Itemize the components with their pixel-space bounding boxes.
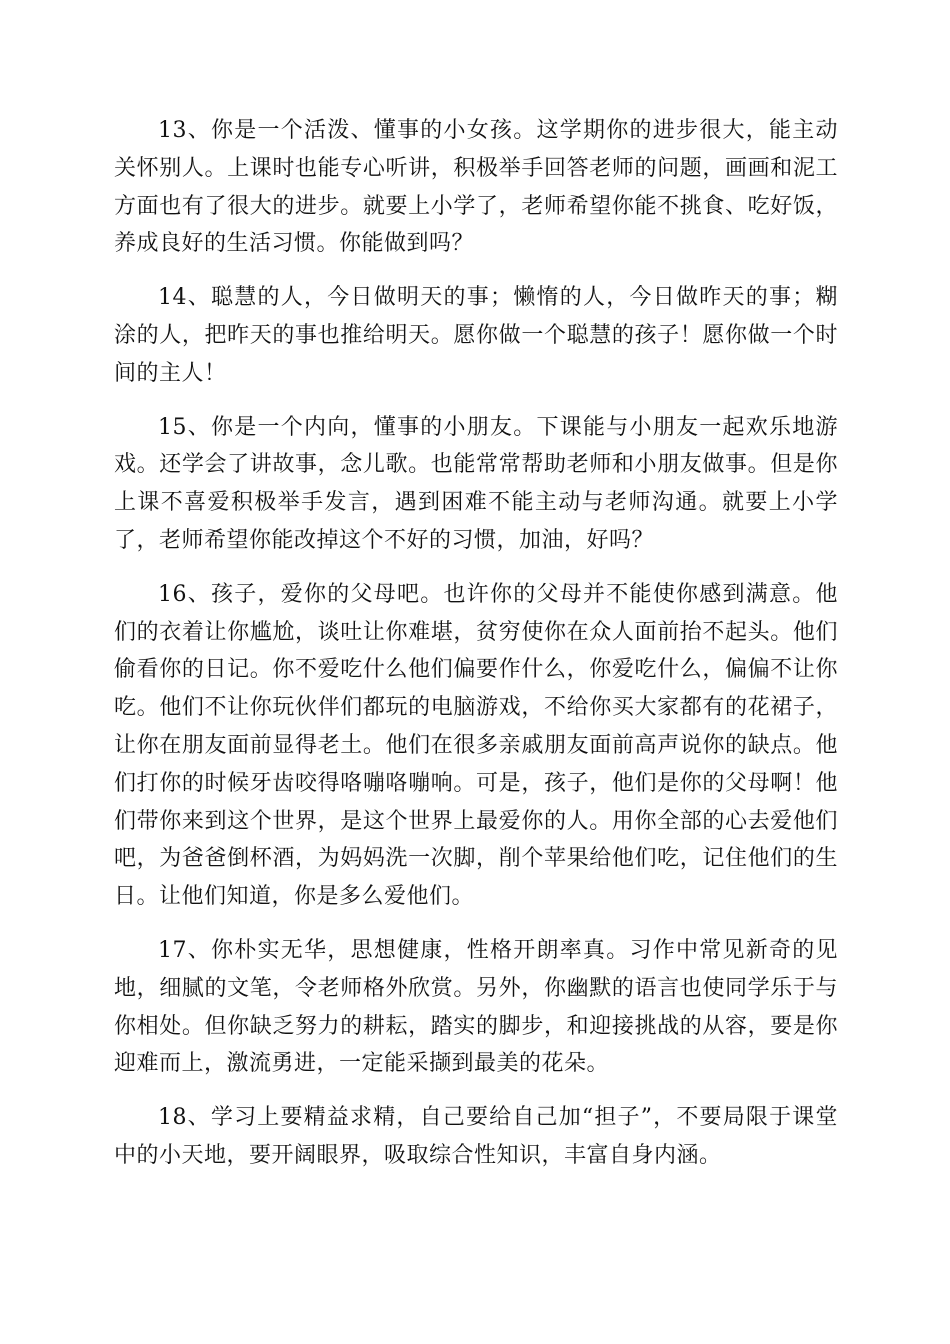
- paragraph-13: 13、你是一个活泼、懂事的小女孩。这学期你的进步很大，能主动关怀别人。上课时也能专心听讲，积极举手回答老师的问题，画画和泥工方面也有了很大的进步。就要上小学了，老师希望你能不挑食、吃好饭，养成良好的生活习惯。你能做到吗？: [114, 118, 838, 257]
- paragraph-14: 14、聪慧的人，今日做明天的事；懒惰的人，今日做昨天的事；糊涂的人，把昨天的事也推给明天。愿你做一个聪慧的孩子！愿你做一个时间的主人！: [114, 285, 838, 386]
- paragraph-17: 17、你朴实无华，思想健康，性格开朗率真。习作中常见新奇的见地，细腻的文笔，令老师格外欣赏。另外，你幽默的语言也使同学乐于与你相处。但你缺乏努力的耕耘，踏实的脚步，和迎接挑战的从容，要是你迎难而上，激流勇进，一定能采撷到最美的花朵。: [114, 937, 838, 1077]
- document-body: [114, 112, 838, 1191]
- paragraph-16: 16、孩子，爱你的父母吧。也许你的父母并不能使你感到满意。他们的衣着让你尴尬，谈吐让你难堪，贫穷使你在众人面前抬不起头。他们偷看你的日记。你不爱吃什么他们偏要作什么，你爱吃什么，偏偏不让你吃。他们不让你玩伙伴们都玩的电脑游戏，不给你买大家都有的花裙子，让你在朋友面前显得老土。他们在很多亲戚朋友面前高声说你的缺点。他们打你的时候牙齿咬得咯嘣咯嘣响。可是，孩子，他们是你的父母啊！他们带你来到这个世界，是这个世界上最爱你的人。用你全部的心去爱他们吧，为爸爸倒杯酒，为妈妈洗一次脚，削个苹果给他们吃，记住他们的生日。让他们知道，你是多么爱他们。: [114, 581, 838, 910]
- paragraph-18: 18、学习上要精益求精，自己要给自己加“担子”，不要局限于课堂中的小天地，要开阔眼界，吸取综合性知识，丰富自身内涵。: [114, 1105, 838, 1168]
- paragraph-15: 15、你是一个内向，懂事的小朋友。下课能与小朋友一起欢乐地游戏。还学会了讲故事，念儿歌。也能常常帮助老师和小朋友做事。但是你上课不喜爱积极举手发言，遇到困难不能主动与老师沟通。就要上小学了，老师希望你能改掉这个不好的习惯，加油，好吗？: [114, 414, 838, 553]
